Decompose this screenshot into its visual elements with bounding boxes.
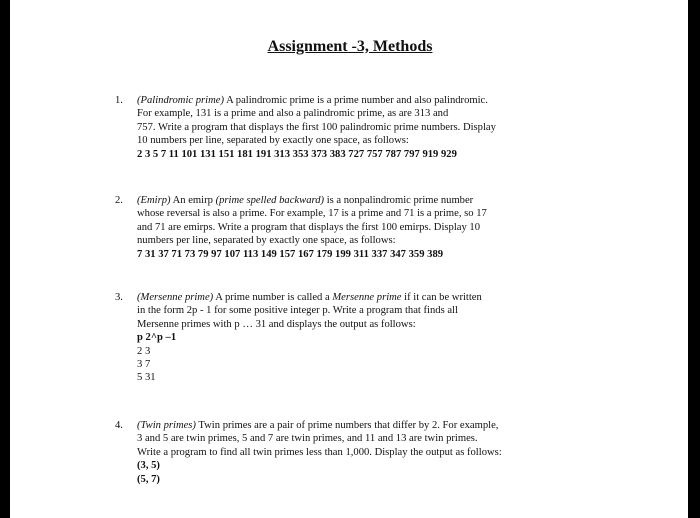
question-number: 4. xyxy=(115,420,123,431)
text-span: A prime number is called a xyxy=(213,292,333,303)
text-span: An emirp xyxy=(170,195,216,206)
text-line: 3 and 5 are twin primes, 5 and 7 are twin primes, and 11 and 13 are twin primes. xyxy=(137,433,478,445)
output-row: 5 31 xyxy=(137,372,156,384)
text-line: Mersenne primes with p … 31 and displays the output as follows: xyxy=(137,318,416,330)
text-line: in the form 2p - 1 for some positive integer p. Write a program that finds all xyxy=(137,305,458,317)
text-line: 757. Write a program that displays the first 100 palindromic prime numbers. Display xyxy=(137,121,496,133)
document-title: Assignment -3, Methods xyxy=(267,38,433,55)
question-name: (Emirp) xyxy=(137,195,171,206)
output-row: 2 3 xyxy=(137,345,151,357)
question-number: 3. xyxy=(115,292,123,303)
question-2 xyxy=(115,194,595,261)
text-line: Write a program to find all twin primes less than 1,000. Display the output as follows: xyxy=(137,446,502,458)
question-name: (Mersenne prime) xyxy=(137,292,214,303)
text-line: 10 numbers per line, separated by exactly one space, as follows: xyxy=(137,135,409,147)
text-line: Twin primes are a pair of prime numbers that differ by 2. For example, xyxy=(195,420,499,431)
text-span: is a nonpalindromic prime number xyxy=(324,195,474,206)
output-row: (5, 7) xyxy=(137,473,160,485)
text-line: whose reversal is also a prime. For example, 17 is a prime and 71 is a prime, so 17 xyxy=(137,208,487,220)
text-line: A palindromic prime is a prime number and also palindromic. xyxy=(224,95,488,106)
output-header: p 2^p –1 xyxy=(137,332,177,344)
text-line: numbers per line, separated by exactly one space, as follows: xyxy=(137,235,396,247)
text-line: and 71 are emirps. Write a program that displays the first 100 emirps. Display 10 xyxy=(137,221,481,233)
document-page xyxy=(10,0,688,518)
question-4 xyxy=(115,419,595,486)
question-name: (Twin primes) xyxy=(137,420,196,431)
question-name: (Palindromic prime) xyxy=(137,95,224,106)
text-line: For example, 131 is a prime and also a palindromic prime, as are 313 and xyxy=(137,108,449,120)
text-italic: Mersenne prime xyxy=(332,292,402,303)
text-italic: (prime spelled backward) xyxy=(215,195,325,206)
text-span: if it can be written xyxy=(401,292,482,303)
question-3 xyxy=(115,291,595,385)
sample-output: 7 31 37 71 73 79 97 107 113 149 157 167 179 199 311 337 347 359 389 xyxy=(137,248,444,260)
question-number: 2. xyxy=(115,195,123,206)
output-row: 3 7 xyxy=(137,359,151,371)
sample-output: 2 3 5 7 11 101 131 151 181 191 313 353 373 383 727 757 787 797 919 929 xyxy=(137,148,457,160)
output-row: (3, 5) xyxy=(137,460,160,472)
question-number: 1. xyxy=(115,95,123,106)
question-1 xyxy=(115,94,595,161)
